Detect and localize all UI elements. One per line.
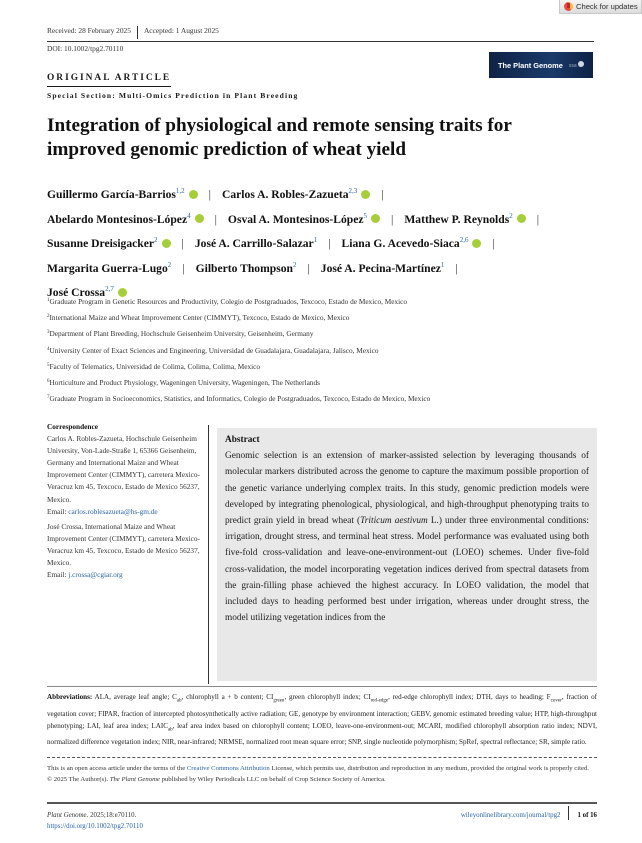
article-type: ORIGINAL ARTICLE: [47, 73, 171, 87]
affiliation-list: [47, 293, 607, 406]
license-link[interactable]: Creative Commons Attribution: [186, 765, 270, 772]
author[interactable]: José Crossa$^{2,7}$: [47, 285, 114, 299]
affiliation: $^2$International Maize and Wheat Improvement Center (CIMMYT), Texcoco, Estado de Mexico, Mexico: [47, 313, 350, 323]
affiliation: $^4$University Center of Exact Sciences and Engineering, Universidad de Guadalajara, Guadalajara, Jalisco, Mexico: [47, 345, 379, 355]
author[interactable]: Osval A. Montesinos-López$^5$: [227, 211, 368, 226]
orcid-icon[interactable]: [371, 214, 380, 223]
page-footer: [47, 802, 597, 830]
orcid-icon[interactable]: [517, 214, 526, 223]
check-for-updates-label: Check for updates: [576, 2, 638, 11]
author-list: Guillermo García-Barrios$^{1,2}$iD | Carlos A. Robles-Zazueta$^{2,3}$iD | Abelardo Montesinos-López$^4$iD | Osval A. Montesinos-López$^5$iD | Matthew P. Reynolds$^2$iD | Susanne Dreisigacker$^2$iD | José A. Carrillo-Salazar$^1$ | Liana G. Acevedo-Siaca$^{2,6}$iD | Margarita Guerra-Lugo$^2$ | Gilberto Thompson$^2$ | José A. Pecina-Martínez$^1$ | José Crossa$^{2,7}$iD: [47, 181, 607, 304]
society-logo-icon: ssa: [569, 61, 584, 69]
doi: DOI: 10.1002/tpg2.70110: [47, 44, 124, 53]
article-dates: [47, 26, 594, 42]
correspondence-entry: Carlos A. Robles-Zazueta, Hochschule Geisenheim University, Von-Lade-Straße 1, 65366 Geisenheim, Germany and International Maize and Wheat Improvement Center (CIMMYT), carretera Mexico-Veracruz km 45, Texcoco, Estado de Mexico 56237, Mexico. Email: carlos.roblesazueta@hs-gm.de: [47, 434, 200, 516]
citation: Plant Genome. 2025;18:e70110.: [47, 812, 137, 819]
abstract-text: Genomic selection is an extension of marker-assisted selection by leveraging thousands of molecular markers distributed across the genome to capture the maximum possible proportion of the genetic variance underlying complex traits. In this study, genomic prediction models were developed by integrating phenological, physiological, and high-throughput phenotyping traits to predict grain yield in bread wheat (Triticum aestivum L.) under three environmental conditions: irrigation, drought stress, and terminal heat stress. Model performance was evaluated using both five-fold cross-validation and leave-one-environment-out (LOEO) schemes. Under five-fold cross-validation, the model incorporating vegetation indices derived from spectral datasets from the grain-filling phase achieved the highest accuracy. In LOEO validation, the model that included days to heading performed best under irrigation, whereas under drought stress, the model utilizing vegetation indices from the: [225, 451, 589, 624]
accepted-date: Accepted: 1 August 2025: [143, 26, 219, 35]
correspondence-heading: Correspondence: [47, 422, 98, 431]
check-for-updates-button[interactable]: [559, 0, 642, 14]
affiliation: $^6$Horticulture and Product Physiology, Wageningen University, Wageningen, The Netherlands: [47, 378, 320, 388]
affiliation: $^5$Faculty of Telematics, Universidad de Colima, Colima, Colima, Mexico: [47, 361, 261, 371]
orcid-icon[interactable]: [162, 239, 171, 248]
author[interactable]: José A. Pecina-Martínez$^1$: [320, 260, 445, 275]
email-link[interactable]: carlos.roblesazueta@hs-gm.de: [68, 506, 158, 516]
orcid-icon[interactable]: [361, 190, 370, 199]
author[interactable]: José A. Carrillo-Salazar$^1$: [194, 236, 318, 250]
affiliation: $^7$Graduate Program in Socioeconomics, Statistics, and Informatics, Colegio de Postgraduados, Texcoco, Estado de Mexico, Mexico: [47, 394, 431, 404]
journal-site-link[interactable]: wileyonlinelibrary.com/journal/tpg2: [460, 812, 561, 819]
crossmark-icon: [564, 2, 573, 11]
author[interactable]: Carlos A. Robles-Zazueta$^{2,3}$: [221, 187, 358, 201]
journal-logo[interactable]: [489, 52, 593, 78]
abstract-heading: Abstract: [225, 435, 260, 445]
author[interactable]: Guillermo García-Barrios$^{1,2}$: [47, 187, 185, 201]
doi-link[interactable]: https://doi.org/10.1002/tpg2.70110: [47, 823, 143, 830]
author[interactable]: Liana G. Acevedo-Siaca$^{2,6}$: [341, 236, 469, 250]
special-section: Special Section: Multi-Omics Prediction in Plant Breeding: [47, 91, 299, 100]
correspondence-entry: José Crossa, International Maize and Wheat Improvement Center (CIMMYT), carretera Mexico-Veracruz km 45, Texcoco, Estado de Mexico 56237, Mexico. Email: j.crossa@cgiar.org: [47, 521, 200, 580]
author[interactable]: Susanne Dreisigacker$^2$: [47, 236, 158, 250]
orcid-icon[interactable]: [195, 214, 204, 223]
author[interactable]: Gilberto Thompson$^2$: [195, 260, 297, 275]
affiliation: $^1$Graduate Program in Genetic Resources and Productivity, Colegio de Postgraduados, Texcoco, Estado de Mexico, Mexico: [47, 297, 408, 306]
copyright: © 2025 The Author(s). The Plant Genome published by Wiley Periodicals LLC on behalf of Crop Science Society of America.: [47, 776, 386, 783]
author[interactable]: Abelardo Montesinos-López$^4$: [47, 211, 191, 226]
article-title: Integration of physiological and remote sensing traits for improved genomic prediction of wheat yield: [47, 115, 512, 160]
abstract-divider: [208, 425, 209, 684]
correspondence: [47, 421, 207, 584]
email-link[interactable]: j.crossa@cgiar.org: [68, 570, 123, 580]
journal-name: The Plant Genome: [497, 60, 563, 70]
license-notice: This is an open access article under the terms of the Creative Commons Attribution License, which permits use, distribution and reproduction in any medium, provided the original work is properly cited. © 2025 The Author(s). The Plant Genome published by Wiley Periodicals LLC on behalf of Crop Science Society of America.: [47, 757, 597, 785]
orcid-icon[interactable]: [472, 239, 481, 248]
received-date: Received: 28 February 2025: [47, 26, 138, 39]
orcid-icon[interactable]: [189, 190, 198, 199]
page-number: 1 of 16: [568, 806, 597, 820]
affiliation: $^3$Department of Plant Breeding, Hochschule Geisenheim University, Geisenheim, Germany: [47, 329, 314, 339]
author[interactable]: Matthew P. Reynolds$^2$: [404, 211, 513, 226]
abbreviations: Abbreviations: ALA, average leaf angle; $C_{ab}$, chlorophyll a + b content; $CI_{green}$, green chlorophyll index; $CI_{red-edge}$, red-edge chlorophyll index; DTH, days to heading; $F_{cover}$, fraction of vegetation cover; FIPAR, fraction of intercepted photosynthetically active radiation; GE, genotype by environment interaction; GEBV, genomic estimated breeding value; HTP, high-throughput phenotyping; LAI, leaf area index; $LAIC_{ab}$, leaf area index based on chlorophyll content; LOEO, leave-one-environment-out; MCARI, modified chlorophyll absorption ratio index; NDVI, normalized difference vegetation index; NIR, near-infrared; NRMSE, normalized root mean square error; SNP, single nucleotide polymorphism; SpRef, spectral reflectance; SR, simple ratio.: [47, 686, 597, 749]
abstract-box: [217, 428, 597, 681]
author[interactable]: Margarita Guerra-Lugo$^2$: [47, 260, 172, 275]
